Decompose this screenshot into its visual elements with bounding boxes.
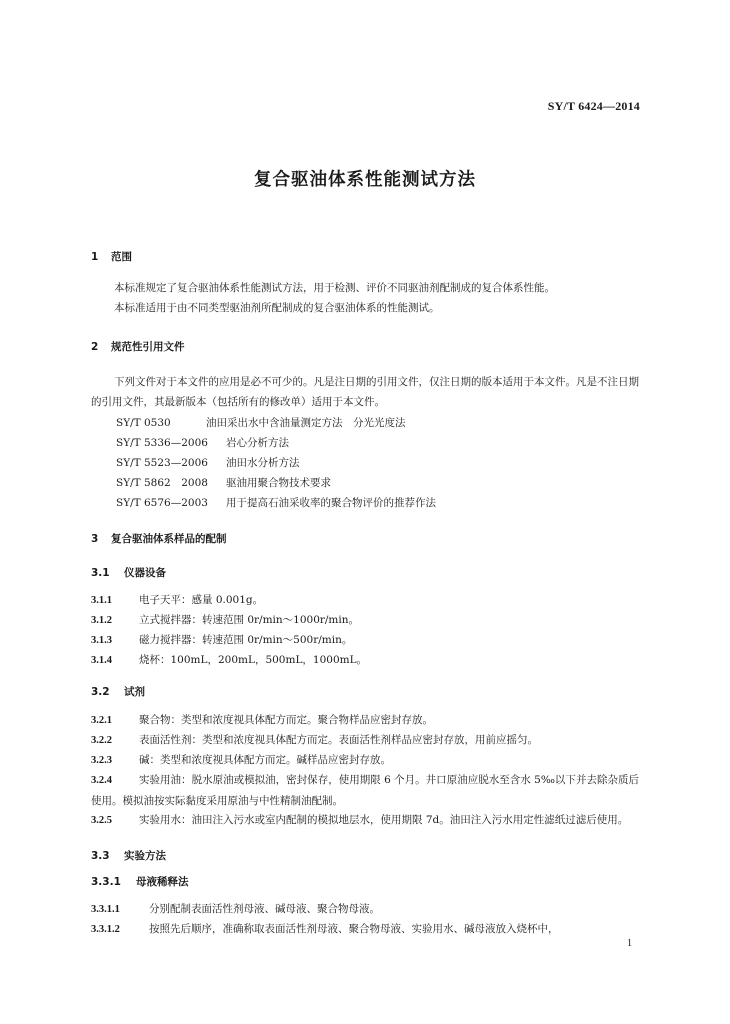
section-number: 3.2 bbox=[91, 686, 110, 698]
subsection-3-3-heading bbox=[91, 848, 166, 863]
reference-item bbox=[116, 475, 331, 490]
reference-name: 油田采出水中含油量测定方法 分光光度法 bbox=[206, 417, 406, 429]
clause-number: 3.2.3 bbox=[91, 755, 112, 766]
clause bbox=[91, 610, 639, 631]
clause bbox=[91, 810, 639, 831]
clause-text: 按照先后顺序，准确称取表面活性剂母液、聚合物母液、实验用水、碱母液放入烧杯中， bbox=[149, 923, 559, 935]
clause bbox=[91, 750, 639, 771]
section-title: 仪器设备 bbox=[124, 567, 166, 579]
section-number: 3 bbox=[91, 533, 99, 545]
clause-number: 3.2.1 bbox=[91, 715, 112, 726]
reference-code: SY/T 6576—2003 bbox=[116, 497, 208, 509]
section-title: 试剂 bbox=[124, 686, 145, 698]
section-title: 复合驱油体系样品的配制 bbox=[111, 533, 227, 545]
clause bbox=[91, 770, 639, 811]
clause-text: 电子天平：感量 0.001g。 bbox=[139, 594, 264, 606]
clause bbox=[91, 919, 639, 940]
page-number: 1 bbox=[627, 938, 632, 949]
clause-text: 磁力搅拌器：转速范围 0r/min～500r/min。 bbox=[139, 634, 353, 646]
reference-name: 用于提高石油采收率的聚合物评价的推荐作法 bbox=[226, 497, 436, 509]
clause bbox=[91, 730, 639, 751]
standard-number: SY/T 6424—2014 bbox=[547, 99, 640, 113]
reference-item bbox=[116, 435, 289, 450]
clause bbox=[91, 899, 639, 920]
section-number: 2 bbox=[91, 341, 99, 353]
paragraph: 下列文件对于本文件的应用是必不可少的。凡是注日期的引用文件，仅注日期的版本适用于本文件。凡是不注日期的引用文件，其最新版本（包括所有的修改单）适用于本文件。 bbox=[91, 376, 639, 408]
section-title: 范围 bbox=[111, 251, 132, 263]
clause bbox=[91, 590, 639, 611]
clause-text: 聚合物：类型和浓度视具体配方而定。聚合物样品应密封存放。 bbox=[139, 714, 433, 726]
section-number: 3.1 bbox=[91, 567, 110, 579]
reference-item bbox=[116, 495, 436, 510]
clause-text: 烧杯：100mL，200mL，500mL，1000mL。 bbox=[139, 654, 368, 666]
clause-number: 3.2.4 bbox=[91, 775, 112, 786]
clause-number: 3.1.1 bbox=[91, 595, 112, 606]
reference-code: SY/T 5862 2008 bbox=[116, 477, 208, 489]
clause-number: 3.3.1.2 bbox=[91, 924, 120, 935]
clause bbox=[91, 630, 639, 651]
clause-text: 碱：类型和浓度视具体配方而定。碱样品应密封存放。 bbox=[139, 754, 391, 766]
clause-text: 实验用水：油田注入污水或室内配制的模拟地层水，使用期限 7d。油田注入污水用定性滤纸过滤后使用。 bbox=[139, 814, 629, 826]
clause-number: 3.2.2 bbox=[91, 735, 112, 746]
reference-item bbox=[116, 415, 406, 430]
clause bbox=[91, 650, 639, 671]
subsection-3-3-1-heading bbox=[91, 874, 189, 889]
clause-text: 表面活性剂：类型和浓度视具体配方而定。表面活性剂样品应密封存放，用前应摇匀。 bbox=[139, 734, 538, 746]
reference-code: SY/T 5336—2006 bbox=[116, 437, 208, 449]
reference-name: 驱油用聚合物技术要求 bbox=[226, 477, 331, 489]
clause-text: 分别配制表面活性剂母液、碱母液、聚合物母液。 bbox=[149, 903, 380, 915]
clause-number: 3.1.3 bbox=[91, 635, 112, 646]
reference-code: SY/T 0530 bbox=[116, 417, 171, 429]
section-2-heading bbox=[91, 339, 185, 354]
section-number: 1 bbox=[91, 251, 99, 263]
reference-name: 岩心分析方法 bbox=[226, 437, 289, 449]
clause-number: 3.1.2 bbox=[91, 615, 112, 626]
reference-name: 油田水分析方法 bbox=[226, 457, 300, 469]
section-title: 规范性引用文件 bbox=[111, 341, 185, 353]
subsection-3-1-heading bbox=[91, 565, 166, 580]
reference-code: SY/T 5523—2006 bbox=[116, 457, 208, 469]
clause bbox=[91, 710, 639, 731]
section-1-heading bbox=[91, 249, 132, 264]
clause-number: 3.1.4 bbox=[91, 655, 112, 666]
section-title: 实验方法 bbox=[124, 850, 166, 862]
section-number: 3.3 bbox=[91, 850, 110, 862]
paragraph: 本标准规定了复合驱油体系性能测试方法，用于检测、评价不同驱油剂配制成的复合体系性能。 bbox=[114, 282, 555, 294]
clause-number: 3.2.5 bbox=[91, 815, 112, 826]
section-number: 3.3.1 bbox=[91, 876, 121, 888]
section-3-heading bbox=[91, 531, 227, 546]
clause-text: 实验用油：脱水原油或模拟油，密封保存，使用期限 6 个月。井口原油应脱水至含水 5‰以下并去除杂质后使用。模拟油按实际黏度采用原油与中性精制油配制。 bbox=[91, 774, 639, 807]
reference-item bbox=[116, 455, 300, 470]
clause-text: 立式搅拌器：转速范围 0r/min～1000r/min。 bbox=[139, 614, 360, 626]
paragraph: 本标准适用于由不同类型驱油剂所配制成的复合驱油体系的性能测试。 bbox=[114, 302, 440, 314]
section-title: 母液稀释法 bbox=[136, 876, 189, 888]
clause-number: 3.3.1.1 bbox=[91, 904, 120, 915]
subsection-3-2-heading bbox=[91, 684, 145, 699]
document-title: 复合驱油体系性能测试方法 bbox=[254, 170, 476, 190]
